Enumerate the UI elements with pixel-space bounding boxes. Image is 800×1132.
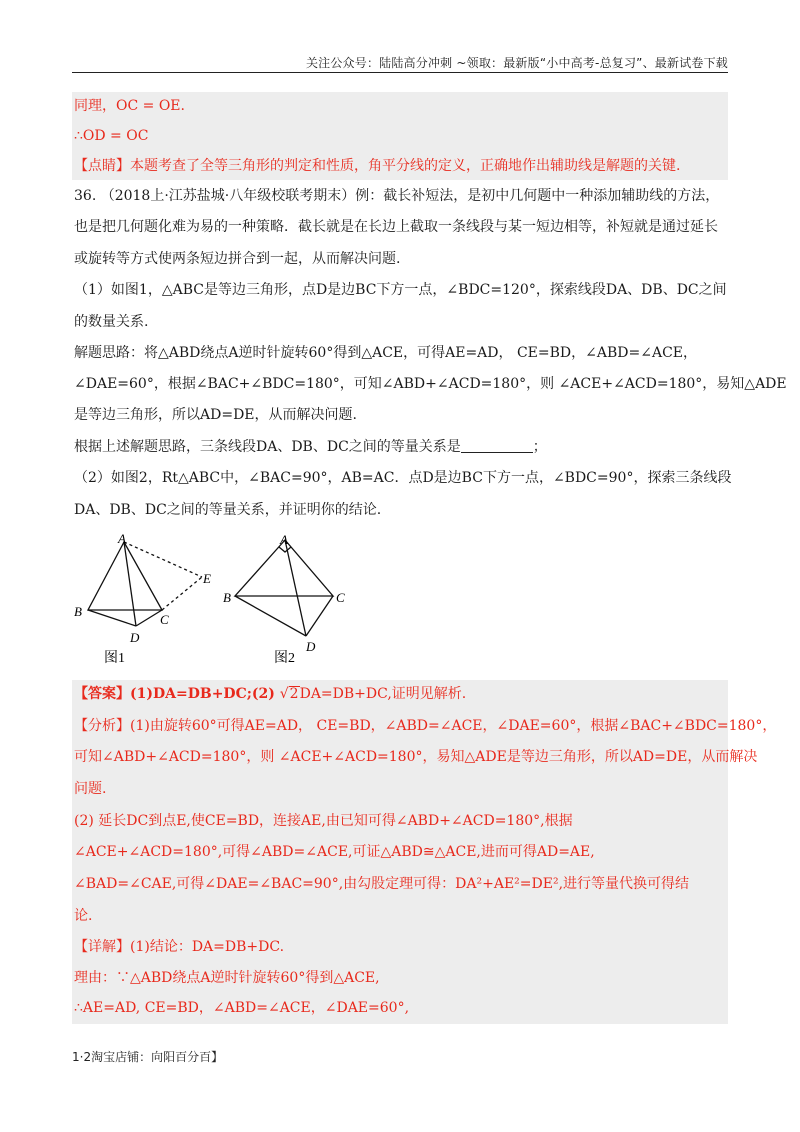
question-line-5: 的数量关系. bbox=[74, 314, 149, 330]
question-line-10: （2）如图2，Rt△ABC中，∠BAC=90°，AB=AC．点D是边BC下方一点，∠BDC=90°，探索三条线段 bbox=[74, 470, 732, 486]
fig1-segment-bd bbox=[88, 610, 136, 626]
detail-line-3: ∴AE=AD, CE=BD，∠ABD=∠ACE，∠DAE=60°, bbox=[74, 1000, 410, 1016]
answer-text-a: 【答案】(1)DA=DB+DC;(2) bbox=[74, 686, 280, 702]
fig1-segment-ae bbox=[124, 542, 202, 577]
analysis-line-5: ∠ACE+∠ACD=180°,可得∠ABD=∠ACE,可证△ABD≅△ACE,进而可得AD=AE, bbox=[74, 844, 595, 860]
figure-1 bbox=[88, 542, 202, 626]
analysis-line-7: 论. bbox=[74, 908, 93, 924]
fig1-label-b: B bbox=[74, 604, 82, 619]
sqrt-radicand: 2 bbox=[289, 686, 299, 702]
question-line-9-end: ； bbox=[532, 439, 547, 455]
fig2-label-a: A bbox=[280, 532, 288, 547]
fig1-label-c: C bbox=[160, 612, 169, 627]
prev-line-3: 【点睛】本题考查了全等三角形的判定和性质，角平分线的定义，正确地作出辅助线是解题的关键. bbox=[74, 158, 681, 174]
analysis-line-3: 问题. bbox=[74, 781, 107, 797]
prev-line-1: 同理，OC = OE. bbox=[74, 98, 185, 114]
sqrt-symbol: √ bbox=[279, 686, 289, 702]
fig2-segment-ad bbox=[285, 540, 306, 636]
question-line-8: 是等边三角形，所以AD=DE，从而解决问题. bbox=[74, 407, 357, 423]
analysis-line-4: (2) 延长DC到点E,使CE=BD，连接AE,由已知可得∠ABD+∠ACD=180°,根据 bbox=[74, 813, 573, 829]
page-footer: 1·2淘宝店铺：向阳百分百】 bbox=[72, 1050, 224, 1064]
figure-2 bbox=[235, 540, 333, 636]
analysis-line-6: ∠BAD=∠CAE,可得∠DAE=∠BAC=90°,由勾股定理可得：DA²+AE²=DE²,进行等量代换可得结 bbox=[74, 876, 690, 892]
question-line-4: （1）如图1，△ABC是等边三角形，点D是边BC下方一点，∠BDC=120°，探索线段DA、DB、DC之间 bbox=[74, 282, 727, 298]
question-line-3: 或旋转等方式使两条短边拼合到一起，从而解决问题. bbox=[74, 251, 401, 267]
detail-line-1: 【详解】(1)结论：DA=DB+DC. bbox=[74, 939, 285, 955]
question-line-9 bbox=[74, 437, 547, 457]
prev-line-2: ∴OD = OC bbox=[74, 128, 149, 144]
fig2-label-c: C bbox=[336, 590, 345, 605]
fig2-segment-bd bbox=[235, 596, 306, 636]
fig1-caption: 图1 bbox=[104, 651, 125, 666]
question-line-6: 解题思路：将△ABD绕点A逆时针旋转60°得到△ACE，可得AE=AD， CE=BD，∠ABD=∠ACE， bbox=[74, 345, 697, 361]
fig2-triangle-abc bbox=[235, 540, 333, 596]
answer-blank[interactable] bbox=[461, 438, 533, 453]
fig2-segment-cd bbox=[306, 596, 333, 636]
question-line-2: 也是把几何题化难为易的一种策略．截长就是在长边上截取一条线段与某一短边相等，补短就是通过延长 bbox=[74, 219, 718, 235]
page-header: 关注公众号：陆陆高分冲刺 ~领取：最新版“小中高考-总复习”、最新试卷下载 bbox=[305, 56, 728, 70]
header-divider bbox=[72, 72, 728, 73]
fig1-label-a: A bbox=[118, 531, 126, 546]
geometry-figures bbox=[60, 530, 390, 670]
fig1-label-d: D bbox=[130, 630, 140, 645]
fig2-label-d: D bbox=[306, 639, 316, 654]
fig2-label-b: B bbox=[223, 590, 231, 605]
answer-line-1 bbox=[74, 684, 466, 704]
question-line-9-text: 根据上述解题思路，三条线段DA、DB、DC之间的等量关系是 bbox=[74, 439, 461, 455]
analysis-line-1: 【分析】(1)由旋转60°可得AE=AD， CE=BD，∠ABD=∠ACE，∠DAE=60°，根据∠BAC+∠BDC=180°， bbox=[74, 718, 777, 734]
question-line-1: 36. （2018上·江苏盐城·八年级校联考期末）例：截长补短法，是初中几何题中一种添加辅助线的方法， bbox=[74, 188, 720, 204]
fig1-segment-ad bbox=[124, 542, 136, 626]
fig2-right-angle-mark bbox=[279, 547, 291, 552]
question-line-7: ∠DAE=60°，根据∠BAC+∠BDC=180°，可知∠ABD+∠ACD=180°，则 ∠ACE+∠ACD=180°，易知△ADE bbox=[74, 376, 787, 392]
fig1-segment-ce bbox=[162, 577, 202, 610]
analysis-line-2: 可知∠ABD+∠ACD=180°，则 ∠ACE+∠ACD=180°，易知△ADE是等边三角形，所以AD=DE，从而解决 bbox=[74, 749, 758, 765]
fig1-segment-cd bbox=[136, 610, 162, 626]
detail-line-2: 理由：∵△ABD绕点A逆时针旋转60°得到△ACE, bbox=[74, 970, 380, 986]
question-line-11: DA、DB、DC之间的等量关系，并证明你的结论. bbox=[74, 502, 382, 518]
fig1-label-e: E bbox=[203, 571, 211, 586]
answer-text-b: DA=DB+DC,证明见解析. bbox=[299, 686, 467, 702]
fig2-caption: 图2 bbox=[274, 651, 295, 666]
